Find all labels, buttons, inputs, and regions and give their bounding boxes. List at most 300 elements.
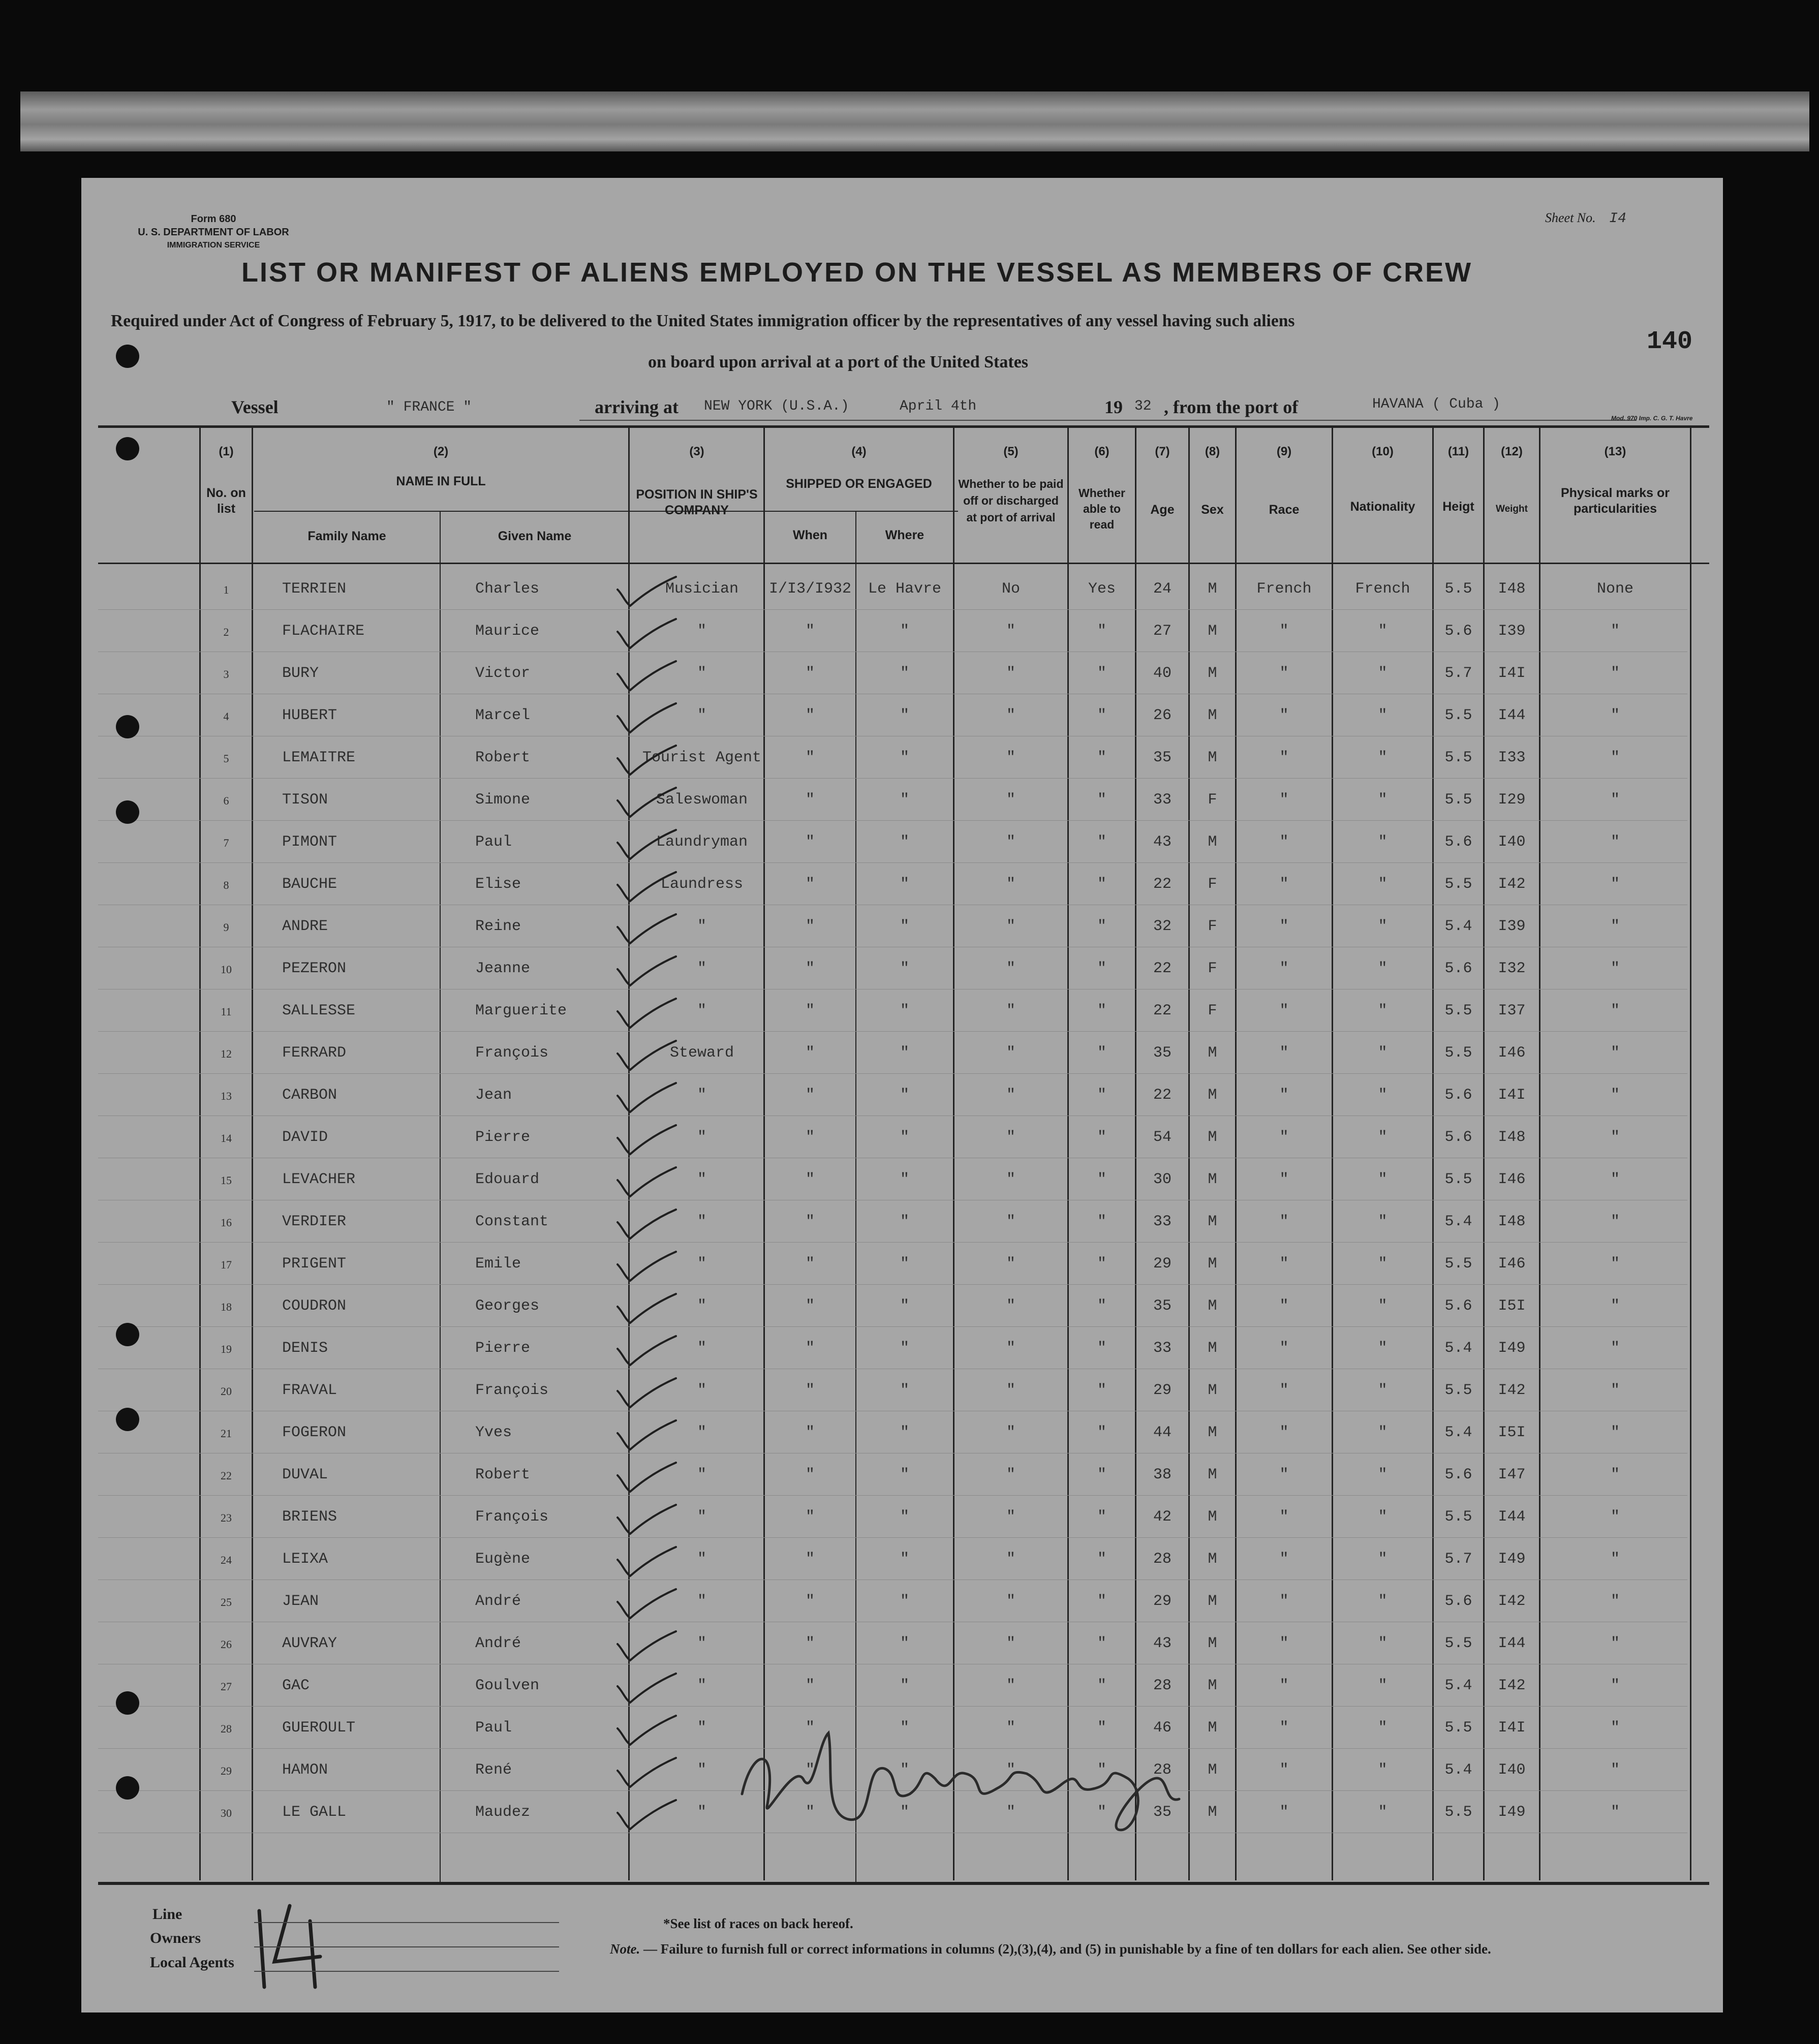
cell-family: HUBERT (282, 707, 337, 724)
cell-read: Yes (1088, 580, 1116, 598)
cell-given: François (475, 1382, 549, 1399)
col6-header: Whether able to read (1078, 486, 1125, 531)
check-mark-icon (612, 1629, 679, 1664)
cell-paid: " (1006, 1719, 1015, 1737)
cell-marks: " (1610, 876, 1620, 893)
cell-sex: M (1208, 833, 1217, 851)
cell-family: FOGERON (282, 1424, 347, 1441)
cell-marks: " (1610, 1551, 1620, 1568)
cell-given: Pierre (475, 1129, 531, 1146)
cell-read: " (1097, 1213, 1106, 1230)
cell-where: " (900, 1508, 909, 1526)
cell-age: 24 (1153, 580, 1171, 598)
check-mark-icon (612, 1671, 679, 1707)
cell-marks: " (1610, 1129, 1620, 1146)
cell-height: 5.6 (1444, 623, 1472, 640)
cell-height: 5.5 (1444, 1635, 1472, 1652)
cell-height: 5.5 (1444, 1804, 1472, 1821)
cell-read: " (1097, 1129, 1106, 1146)
cell-height: 5.5 (1444, 749, 1472, 766)
cell-race: " (1279, 1087, 1289, 1104)
cell-sex: M (1208, 1761, 1217, 1779)
check-mark-icon (612, 1755, 679, 1791)
col4-when-header: When (792, 528, 828, 542)
cell-when: " (805, 833, 815, 851)
cell-when: " (805, 1804, 815, 1821)
cell-height: 5.5 (1444, 707, 1472, 724)
cell-nationality: " (1378, 1340, 1388, 1357)
department-name: U. S. DEPARTMENT OF LABOR (138, 227, 289, 238)
cell-height: 5.5 (1444, 876, 1472, 893)
cell-sex: F (1208, 1002, 1217, 1019)
cell-age: 38 (1153, 1466, 1171, 1483)
cell-marks: " (1610, 623, 1620, 640)
cell-position: " (697, 707, 706, 724)
cell-read: " (1097, 1255, 1106, 1273)
cell-weight: I5I (1498, 1297, 1526, 1315)
cell-position: " (697, 1677, 706, 1694)
vessel-label: Vessel (231, 397, 279, 417)
table-row (81, 991, 1723, 1034)
cell-read: " (1097, 791, 1106, 809)
cell-no: 23 (221, 1511, 232, 1524)
cell-where: " (900, 918, 909, 935)
check-mark-icon (612, 1123, 679, 1158)
cell-weight: I49 (1498, 1804, 1526, 1821)
cell-family: BAUCHE (282, 876, 337, 893)
cell-when: " (805, 960, 815, 977)
races-note: *See list of races on back hereof. (663, 1916, 853, 1931)
col1-header: No. on list (206, 486, 246, 516)
row-rule (98, 1284, 1687, 1285)
cell-weight: I42 (1498, 1677, 1526, 1694)
col12-number: (12) (1501, 445, 1523, 458)
cell-weight: I44 (1498, 1635, 1526, 1652)
cell-position: " (697, 1087, 706, 1104)
col4-header: SHIPPED OR ENGAGED (786, 477, 932, 491)
table-row (81, 1497, 1723, 1540)
cell-when: " (805, 1508, 815, 1526)
cell-race: " (1279, 876, 1289, 893)
cell-no: 28 (221, 1722, 232, 1735)
cell-family: HAMON (282, 1761, 328, 1779)
cell-marks: " (1610, 665, 1620, 682)
check-mark-icon (612, 1587, 679, 1622)
cell-position: " (697, 1255, 706, 1273)
vessel-name: " FRANCE " (386, 399, 472, 415)
row-rule (98, 820, 1687, 821)
cell-paid: " (1006, 1297, 1015, 1315)
col10-number: (10) (1372, 445, 1394, 458)
cell-weight: I49 (1498, 1340, 1526, 1357)
cell-read: " (1097, 1297, 1106, 1315)
cell-nationality: " (1378, 665, 1388, 682)
cell-weight: I44 (1498, 1508, 1526, 1526)
film-strip (20, 91, 1809, 151)
cell-position: " (697, 665, 706, 682)
cell-no: 5 (223, 752, 229, 765)
cell-given: Paul (475, 833, 512, 851)
cell-paid: " (1006, 1129, 1015, 1146)
cell-read: " (1097, 833, 1106, 851)
cell-height: 5.4 (1444, 1213, 1472, 1230)
check-mark-icon (612, 1502, 679, 1538)
cell-no: 3 (223, 668, 229, 680)
arriving-port: NEW YORK (U.S.A.) (704, 398, 849, 414)
cell-nationality: " (1378, 1593, 1388, 1610)
cell-given: René (475, 1761, 512, 1779)
cell-read: " (1097, 1340, 1106, 1357)
cell-where: " (900, 791, 909, 809)
cell-weight: I40 (1498, 833, 1526, 851)
cell-read: " (1097, 960, 1106, 977)
cell-weight: I4I (1498, 1087, 1526, 1104)
stamp-number: 140 (1647, 327, 1693, 356)
cell-height: 5.4 (1444, 1424, 1472, 1441)
cell-race: " (1279, 791, 1289, 809)
col11-number: (11) (1447, 445, 1469, 458)
from-port: HAVANA ( Cuba ) (1372, 396, 1501, 412)
cell-no: 15 (221, 1174, 232, 1187)
cell-when: " (805, 707, 815, 724)
cell-no: 1 (223, 583, 229, 596)
cell-read: " (1097, 1002, 1106, 1019)
cell-when: " (805, 1593, 815, 1610)
handwritten-count (244, 1891, 356, 1992)
cell-read: " (1097, 1382, 1106, 1399)
cell-given: André (475, 1593, 521, 1610)
cell-marks: " (1610, 1002, 1620, 1019)
cell-position: Laundress (660, 876, 744, 893)
col10-header: Nationality (1350, 500, 1415, 514)
cell-age: 26 (1153, 707, 1171, 724)
col5-header: Whether to be paid off or discharged at port of arrival (958, 477, 1064, 524)
table-row (81, 738, 1723, 781)
cell-paid: " (1006, 1508, 1015, 1526)
table-row (81, 1244, 1723, 1287)
cell-sex: M (1208, 1213, 1217, 1230)
cell-marks: " (1610, 1466, 1620, 1483)
cell-no: 26 (221, 1638, 232, 1651)
cell-race: " (1279, 1297, 1289, 1315)
cell-when: " (805, 1719, 815, 1737)
cell-family: DENIS (282, 1340, 328, 1357)
year-suffix: 32 (1134, 398, 1152, 414)
cell-marks: " (1610, 1171, 1620, 1188)
cell-sex: M (1208, 1297, 1217, 1315)
cell-no: 9 (223, 921, 229, 934)
check-mark-icon (612, 1376, 679, 1411)
table-row (81, 611, 1723, 654)
binder-hole (116, 1776, 139, 1800)
manifest-sheet (81, 178, 1723, 2012)
cell-paid: " (1006, 833, 1015, 851)
cell-paid: " (1006, 876, 1015, 893)
cell-marks: " (1610, 1761, 1620, 1779)
cell-nationality: " (1378, 1466, 1388, 1483)
cell-sex: M (1208, 1044, 1217, 1062)
row-rule (98, 609, 1687, 610)
cell-race: " (1279, 1171, 1289, 1188)
check-mark-icon (612, 1165, 679, 1200)
cell-age: 27 (1153, 623, 1171, 640)
cell-where: " (900, 1382, 909, 1399)
cell-where: " (900, 1087, 909, 1104)
cell-paid: " (1006, 749, 1015, 766)
cell-read: " (1097, 1677, 1106, 1694)
cell-when: " (805, 1424, 815, 1441)
cell-age: 29 (1153, 1382, 1171, 1399)
cell-age: 44 (1153, 1424, 1171, 1441)
cell-where: " (900, 1129, 909, 1146)
cell-marks: " (1610, 960, 1620, 977)
row-rule (98, 1242, 1687, 1243)
row-rule (98, 1326, 1687, 1327)
col3-number: (3) (689, 445, 704, 458)
cell-position: " (697, 1466, 706, 1483)
cell-no: 13 (221, 1090, 232, 1102)
cell-sex: M (1208, 1087, 1217, 1104)
cell-weight: I46 (1498, 1255, 1526, 1273)
cell-nationality: French (1355, 580, 1410, 598)
cell-given: André (475, 1635, 521, 1652)
cell-no: 4 (223, 710, 229, 723)
cell-marks: " (1610, 1804, 1620, 1821)
cell-sex: M (1208, 707, 1217, 724)
cell-weight: I48 (1498, 1129, 1526, 1146)
cell-paid: " (1006, 1171, 1015, 1188)
form-header (117, 212, 310, 252)
cell-weight: I48 (1498, 580, 1526, 598)
cell-race: " (1279, 665, 1289, 682)
cell-weight: I33 (1498, 749, 1526, 766)
cell-nationality: " (1378, 1002, 1388, 1019)
check-mark-icon (612, 912, 679, 947)
cell-read: " (1097, 1171, 1106, 1188)
cell-given: Reine (475, 918, 521, 935)
cell-position: Steward (669, 1044, 734, 1062)
cell-paid: " (1006, 1340, 1015, 1357)
cell-nationality: " (1378, 1255, 1388, 1273)
check-mark-icon (612, 954, 679, 989)
cell-when: " (805, 1213, 815, 1230)
cell-height: 5.5 (1444, 1255, 1472, 1273)
cell-where: " (900, 1677, 909, 1694)
cell-family: PEZERON (282, 960, 347, 977)
cell-weight: I42 (1498, 876, 1526, 893)
table-row (81, 864, 1723, 907)
cell-position: " (697, 1171, 706, 1188)
row-rule (98, 1537, 1687, 1538)
cell-height: 5.5 (1444, 1382, 1472, 1399)
col6-number: (6) (1094, 445, 1109, 458)
cell-age: 40 (1153, 665, 1171, 682)
cell-paid: " (1006, 1424, 1015, 1441)
service-name: IMMIGRATION SERVICE (167, 241, 260, 250)
cell-where: " (900, 1635, 909, 1652)
col13-number: (13) (1604, 445, 1626, 458)
cell-height: 5.5 (1444, 1044, 1472, 1062)
cell-given: Jean (475, 1087, 512, 1104)
cell-height: 5.6 (1444, 1297, 1472, 1315)
cell-race: French (1256, 580, 1312, 598)
cell-where: " (900, 960, 909, 977)
check-mark-icon (612, 996, 679, 1032)
check-mark-icon (612, 1798, 679, 1833)
cell-position: " (697, 1719, 706, 1737)
cell-race: " (1279, 1677, 1289, 1694)
cell-race: " (1279, 960, 1289, 977)
cell-height: 5.5 (1444, 1002, 1472, 1019)
cell-height: 5.6 (1444, 1593, 1472, 1610)
cell-where: " (900, 1551, 909, 1568)
cell-given: Marguerite (475, 1002, 567, 1019)
cell-sex: M (1208, 1255, 1217, 1273)
cell-when: " (805, 1087, 815, 1104)
cell-race: " (1279, 1002, 1289, 1019)
col2-number: (2) (433, 445, 449, 458)
cell-race: " (1279, 1719, 1289, 1737)
cell-family: PRIGENT (282, 1255, 347, 1273)
cell-height: 5.5 (1444, 1719, 1472, 1737)
cell-position: " (697, 1340, 706, 1357)
cell-height: 5.4 (1444, 1677, 1472, 1694)
cell-nationality: " (1378, 1551, 1388, 1568)
table-row (81, 1075, 1723, 1118)
cell-nationality: " (1378, 623, 1388, 640)
cell-marks: " (1610, 1424, 1620, 1441)
cell-given: François (475, 1044, 549, 1062)
cell-where: " (900, 665, 909, 682)
table-row (81, 822, 1723, 865)
cell-family: VERDIER (282, 1213, 347, 1230)
cell-position: " (697, 1297, 706, 1315)
cell-no: 29 (221, 1764, 232, 1777)
cell-marks: " (1610, 1213, 1620, 1230)
cell-marks: " (1610, 1508, 1620, 1526)
cell-no: 10 (221, 963, 232, 976)
cell-when: " (805, 876, 815, 893)
footer-owners-label: Owners (150, 1930, 201, 1946)
cell-read: " (1097, 1719, 1106, 1737)
from-label: , from the port of (1164, 397, 1299, 417)
cell-marks: " (1610, 1719, 1620, 1737)
cell-given: Yves (475, 1424, 512, 1441)
col2-given-header: Given Name (498, 529, 572, 543)
table-row (81, 1413, 1723, 1455)
binder-hole (116, 800, 139, 824)
cell-height: 5.4 (1444, 1340, 1472, 1357)
cell-nationality: " (1378, 749, 1388, 766)
check-mark-icon (612, 785, 679, 821)
cell-sex: M (1208, 1719, 1217, 1737)
cell-no: 21 (221, 1427, 232, 1440)
binder-hole (116, 1323, 139, 1346)
cell-position: Tourist Agent (642, 749, 762, 766)
cell-paid: " (1006, 1382, 1015, 1399)
subtitle-line2: on board upon arrival at a port of the United States (648, 353, 1029, 371)
cell-position: " (697, 1424, 706, 1441)
cell-no: 24 (221, 1554, 232, 1566)
cell-nationality: " (1378, 1382, 1388, 1399)
cell-paid: " (1006, 1002, 1015, 1019)
cell-given: Charles (475, 580, 540, 598)
cell-family: FERRARD (282, 1044, 347, 1062)
cell-sex: M (1208, 1804, 1217, 1821)
cell-given: Simone (475, 791, 531, 809)
cell-given: Emile (475, 1255, 521, 1273)
col4-where-header: Where (885, 528, 924, 542)
cell-paid: " (1006, 1635, 1015, 1652)
cell-family: FRAVAL (282, 1382, 337, 1399)
cell-no: 14 (221, 1132, 232, 1144)
cell-paid: " (1006, 791, 1015, 809)
cell-nationality: " (1378, 1677, 1388, 1694)
check-mark-icon (612, 827, 679, 863)
form-number: Form 680 (191, 213, 236, 225)
cell-sex: M (1208, 1424, 1217, 1441)
cell-age: 35 (1153, 1297, 1171, 1315)
cell-race: " (1279, 749, 1289, 766)
cell-no: 11 (221, 1005, 232, 1018)
cell-sex: F (1208, 918, 1217, 935)
row-rule (98, 862, 1687, 863)
check-mark-icon (612, 870, 679, 905)
cell-family: SALLESSE (282, 1002, 356, 1019)
cell-sex: F (1208, 876, 1217, 893)
cell-weight: I46 (1498, 1171, 1526, 1188)
cell-paid: " (1006, 1593, 1015, 1610)
cell-height: 5.6 (1444, 1087, 1472, 1104)
cell-age: 28 (1153, 1677, 1171, 1694)
page-title: LIST OR MANIFEST OF ALIENS EMPLOYED ON THE VESSEL AS MEMBERS OF CREW (241, 257, 1473, 288)
cell-paid: " (1006, 1761, 1015, 1779)
cell-where: " (900, 833, 909, 851)
cell-marks: " (1610, 1297, 1620, 1315)
cell-weight: I48 (1498, 1213, 1526, 1230)
cell-position: " (697, 1213, 706, 1230)
cell-family: ANDRE (282, 918, 328, 935)
cell-age: 35 (1153, 749, 1171, 766)
check-mark-icon (612, 1080, 679, 1116)
cell-position: " (697, 1382, 706, 1399)
table-row (81, 1118, 1723, 1160)
cell-weight: I29 (1498, 791, 1526, 809)
cell-no: 22 (221, 1469, 232, 1482)
cell-sex: F (1208, 791, 1217, 809)
cell-sex: M (1208, 1635, 1217, 1652)
cell-nationality: " (1378, 833, 1388, 851)
check-mark-icon (612, 1038, 679, 1074)
check-mark-icon (612, 1334, 679, 1369)
cell-height: 5.5 (1444, 1508, 1472, 1526)
cell-when: " (805, 918, 815, 935)
cell-marks: " (1610, 1044, 1620, 1062)
cell-no: 6 (223, 794, 229, 807)
cell-given: Eugène (475, 1551, 531, 1568)
cell-where: " (900, 1171, 909, 1188)
cell-sex: M (1208, 1551, 1217, 1568)
cell-where: " (900, 1213, 909, 1230)
cell-sex: M (1208, 580, 1217, 598)
cell-given: Elise (475, 876, 521, 893)
cell-paid: " (1006, 1044, 1015, 1062)
cell-nationality: " (1378, 707, 1388, 724)
cell-no: 16 (221, 1216, 232, 1229)
row-rule (98, 1495, 1687, 1496)
col9-header: Race (1269, 503, 1300, 517)
cell-nationality: " (1378, 1719, 1388, 1737)
